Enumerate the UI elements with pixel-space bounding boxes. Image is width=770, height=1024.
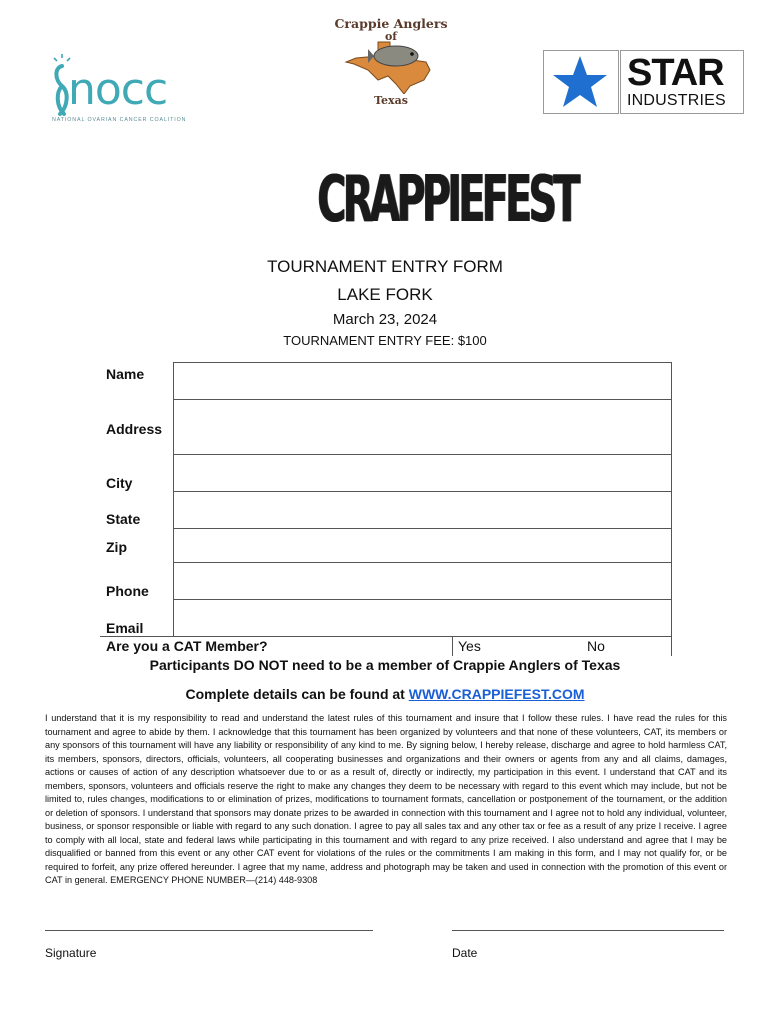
entry-fee: TOURNAMENT ENTRY FEE: $100 — [283, 333, 487, 348]
signature-label: Signature — [45, 946, 97, 960]
nocc-wordmark: nocc — [68, 64, 168, 115]
crappie-anglers-logo — [330, 14, 452, 110]
city-field[interactable] — [173, 454, 672, 492]
name-label: Name — [106, 366, 145, 382]
member-question: Are you a CAT Member? — [106, 638, 268, 654]
details-prefix: Complete details can be found at — [185, 686, 409, 702]
yes-option[interactable]: Yes — [458, 638, 481, 654]
no-option[interactable]: No — [587, 638, 605, 654]
cat-logo-line2: of — [384, 30, 398, 43]
member-answer-cell[interactable] — [452, 636, 672, 656]
membership-note: Participants DO NOT need to be a member of Crappie Anglers of Texas — [149, 657, 621, 673]
star-icon — [550, 54, 610, 110]
date-heading: March 23, 2024 — [332, 311, 438, 328]
form-title: TOURNAMENT ENTRY FORM — [267, 257, 503, 276]
industries-wordmark: INDUSTRIES — [627, 92, 726, 109]
phone-field[interactable] — [173, 562, 672, 600]
address-field[interactable] — [173, 399, 672, 455]
crappiefest-title-logo — [276, 158, 577, 242]
texas-fish-icon — [338, 40, 438, 94]
star-industries-logo — [538, 44, 748, 122]
state-label: State — [106, 511, 141, 527]
zip-field[interactable] — [173, 528, 672, 563]
state-field[interactable] — [173, 491, 672, 529]
zip-label: Zip — [106, 539, 127, 555]
date-line[interactable] — [452, 930, 724, 931]
star-wordmark: STAR — [627, 52, 724, 94]
location-heading: LAKE FORK — [337, 285, 433, 304]
crappiefest-link[interactable]: WWW.CRAPPIEFEST.COM — [408, 686, 585, 702]
cat-logo-line3: Texas — [374, 94, 408, 107]
address-label: Address — [106, 421, 163, 437]
email-label: Email — [106, 620, 144, 636]
name-field[interactable] — [173, 362, 672, 400]
cat-logo-line1: Crappie Anglers — [334, 16, 448, 31]
city-label: City — [106, 475, 133, 491]
crappiefest-wordmark: CRAPPIEFEST — [317, 163, 577, 237]
phone-label: Phone — [106, 583, 149, 599]
details-note — [0, 686, 770, 702]
release-waiver-text: I understand that it is my responsibility to read and understand the latest rules of this tournament and insure that I follow these rules. I have read the rules for this tournament and agree to abide by them. I acknowledge that this tournament has been organized by volunteers and that none of these volunteers, CAT, its members or any sponsors of this tournament will have any liability or responsibility of any kind to me. By signing below, I hereby release, discharge and agree to hold harmless CAT, its members, sponsors, directors, officials, volunteers, all cooperating businesses and organizations and their owners or agents from any and all claims, damages, actions or causes of action of any description whatsoever due to or as a result of, directly or indirectly, my participation in this event. I understand that CAT and its members, sponsors, volunteers and officials reserve the right to make any changes they deem to be necessary with regard to this event which may include, but not be limited to, rules changes, modifications to or elimination of prizes, modifications to tournament formats, cancellation or postponement of the tournament, or the addition or deletion of sponsors. I understand that sponsors may donate prizes to be awarded in connection with this tournament and I agree not to hold any individual, volunteer, business, or sponsor responsible or liable with regard to any such donation. I agree to pay all sales tax and any other tax or fee as a result of any prize I receive. I agree to comply with all local, state and federal laws while participating in this tournament and with regard to any prize received. I also understand and agree that I may be disqualified or banned from this event or any other CAT event for violations of the rules or the commitments I am making in this form, and I may not qualify for, or be required to forfeit, any prize offered hereunder. I agree that my name, address and photograph may be taken and used in connection with the promotion of this event or CAT in general. EMERGENCY PHONE NUMBER—(214) 448-9308 — [45, 713, 727, 885]
signature-line[interactable] — [45, 930, 373, 931]
nocc-tagline: NATIONAL OVARIAN CANCER COALITION — [52, 117, 187, 123]
email-field[interactable] — [173, 599, 672, 637]
date-label: Date — [452, 946, 478, 960]
nocc-logo — [50, 48, 220, 128]
